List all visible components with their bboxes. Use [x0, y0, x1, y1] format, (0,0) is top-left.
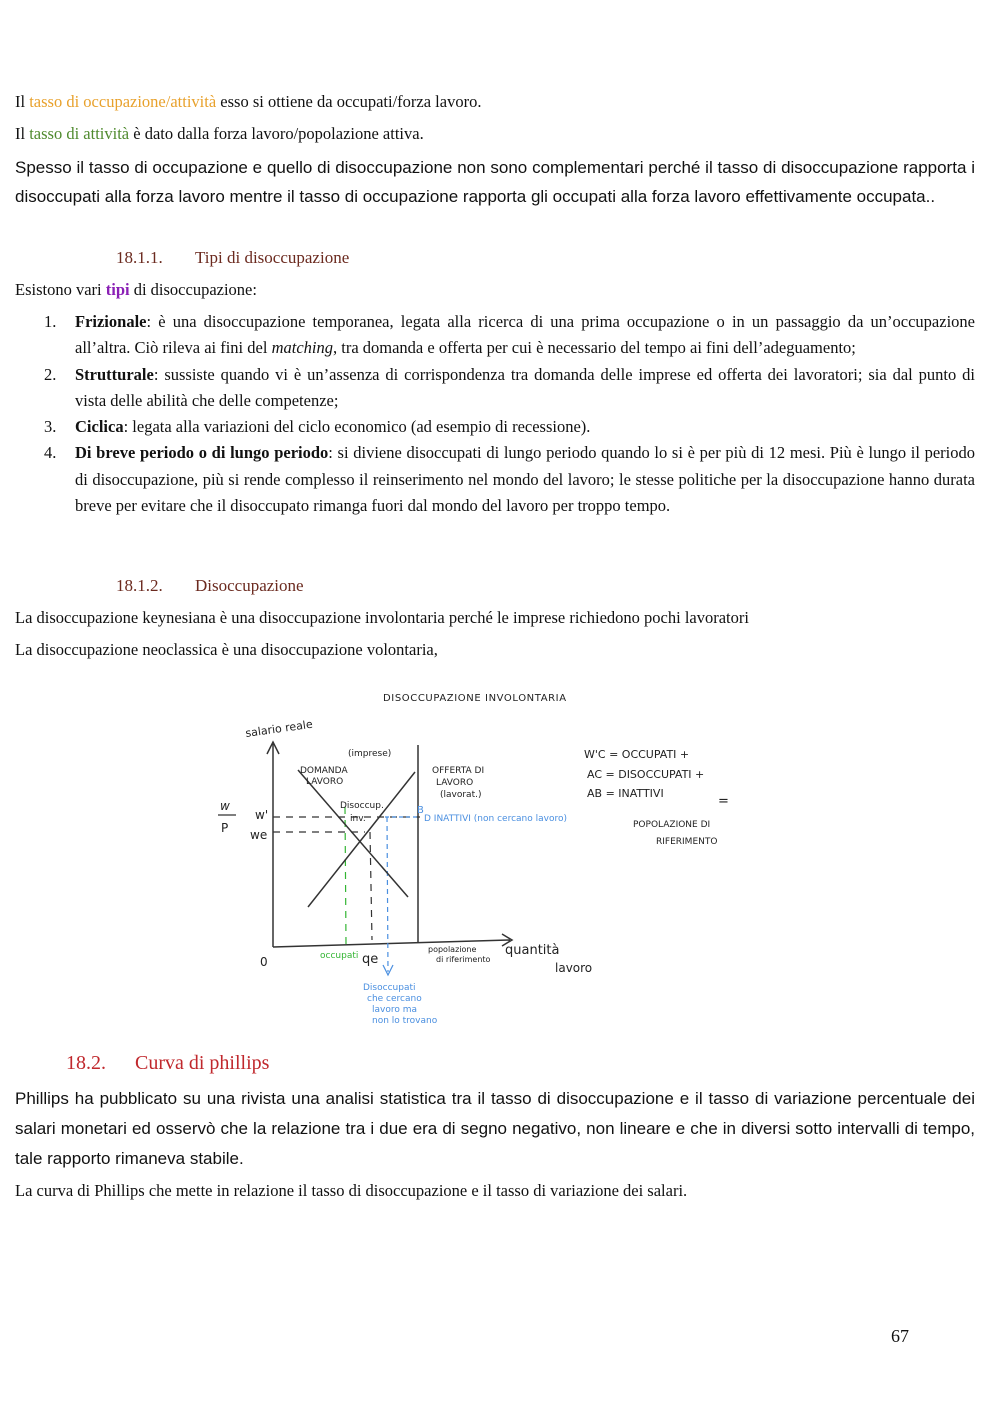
legend-line-5: RIFERIMENTO: [656, 837, 718, 847]
text: , tra domanda e offerta per cui è necessario del tempo ai fini dell’adeguamento;: [332, 338, 856, 358]
paragraph-esistono: [15, 280, 975, 300]
we-label: we: [250, 828, 268, 842]
unemployment-label-2: inv.: [350, 814, 366, 824]
paragraph-curva-phillips: La curva di Phillips che mette in relazione il tasso di disoccupazione e il tasso di variazione dei salari.: [15, 1181, 688, 1200]
section-heading-disoccupazione: [116, 576, 304, 596]
term: Ciclica: [75, 417, 124, 437]
inactive-label: D INATTIVI (non cercano lavoro): [424, 814, 567, 824]
section-heading-phillips: [66, 1052, 269, 1075]
term: Frizionale: [75, 312, 147, 331]
legend-line-3: AB = INATTIVI: [587, 787, 664, 800]
section-number: 18.1.1.: [116, 248, 163, 267]
section-title: Disoccupazione: [195, 576, 304, 595]
emphasis: matching: [271, 338, 333, 358]
origin-label: 0: [260, 955, 268, 969]
text: Il: [15, 124, 30, 143]
highlighted-term: tipi: [105, 280, 130, 299]
w1-label: w': [255, 808, 269, 822]
demand-label-1: (imprese): [348, 749, 392, 759]
list-number: 1.: [44, 312, 57, 331]
blue-note-1: Disoccupati: [363, 983, 416, 993]
text: esso si ottiene da occupati/forza lavoro.: [216, 92, 482, 111]
blue-note-4: non lo trovano: [372, 1016, 438, 1026]
section-title: Tipi di disoccupazione: [195, 248, 350, 267]
wage-fraction-den: P: [221, 821, 229, 835]
point-b-label: B: [417, 805, 424, 816]
supply-label-3: (lavorat.): [440, 790, 482, 800]
paragraph-keynesiana: La disoccupazione keynesiana è una disoccupazione involontaria perché le imprese richiedono pochi lavoratori: [15, 608, 749, 627]
text: è dato dalla forza lavoro/popolazione attiva.: [129, 124, 424, 143]
paragraph-attivita: [15, 124, 975, 144]
supply-label-1: OFFERTA DI: [432, 766, 485, 776]
unemployed-blue-line: [387, 817, 388, 972]
section-number: 18.2.: [66, 1052, 106, 1074]
legend-line-2: AC = DISOCCUPATI +: [587, 768, 705, 781]
blue-note-3: lavoro ma: [372, 1005, 417, 1015]
list-item: [15, 414, 975, 440]
labour-market-sketch: [210, 682, 760, 1032]
list-number: 3.: [44, 417, 57, 437]
term: Strutturale: [75, 364, 154, 384]
occupati-label: occupati: [320, 951, 359, 961]
text: di disoccupazione:: [129, 280, 257, 299]
paragraph-occupazione: [15, 92, 975, 112]
x-axis-label: quantità: [505, 943, 560, 958]
x-axis-label-2: lavoro: [555, 961, 593, 975]
text: : legata alla variazioni del ciclo economico (ad esempio di recessione).: [123, 417, 591, 437]
population-label-2: di riferimento: [436, 955, 491, 964]
page-number: 67: [891, 1326, 909, 1346]
term: Di breve periodo o di lungo periodo: [75, 443, 329, 463]
occupati-green-line: [345, 807, 346, 944]
list-number: 2.: [44, 364, 57, 384]
list-item: [15, 440, 975, 519]
text: : sussiste quando vi è un’assenza di corrispondenza tra domanda delle imprese ed offerta dei lavoratori; sia dal punto di vista delle abilità che delle competenze;: [75, 364, 975, 410]
text: : è una disoccupazione temporanea, legata alla ricerca di una prima occupazione o in un passaggio da un’occupazione all’altra. Ciò rileva ai fini del: [75, 312, 975, 358]
demand-label-2: DOMANDA: [300, 766, 348, 776]
supply-label-2: LAVORO: [436, 778, 474, 788]
legend-line-4: POPOLAZIONE DI: [633, 820, 711, 830]
demand-label-3: LAVORO: [306, 777, 344, 787]
wage-fraction-num: w: [220, 799, 230, 813]
list-number: 4.: [44, 443, 57, 463]
text: Esistono vari: [15, 280, 106, 299]
y-axis-label: salario reale: [244, 717, 314, 740]
text: Il: [15, 92, 30, 111]
population-label-1: popolazione: [428, 945, 477, 954]
qe-dashed-line: [370, 832, 372, 940]
section-title: Curva di phillips: [135, 1052, 270, 1074]
highlighted-term: tasso di attività: [29, 124, 130, 143]
paragraph-phillips: Phillips ha pubblicato su una rivista una analisi statistica tra il tasso di disoccupazione e il tasso di variazione percentuale dei salari monetari ed osservò che la relazione tra i due era di segno negativo, non lineare e che in diversi sotto intervalli di tempo, tale rapporto rimaneva stabile.: [15, 1089, 975, 1168]
qe-label: qe: [362, 952, 379, 967]
sketch-title: DISOCCUPAZIONE INVOLONTARIA: [383, 693, 567, 704]
legend-line-1: W'C = OCCUPATI +: [584, 748, 690, 761]
types-list: [15, 309, 975, 519]
text: : si diviene disoccupati di lungo periodo quando lo si è per più di 12 mesi. Più è lungo il periodo di disoccupazione, più si rende complesso il reinserimento nel mondo del lavoro; le stesse politiche per la disoccupazione hanno durata breve per evitare che il disoccupato rimanga fuori dal mondo del lavoro per troppo tempo.: [75, 443, 975, 516]
highlighted-term: tasso di occupazione/attività: [29, 92, 217, 111]
demand-curve: [298, 770, 408, 897]
blue-note-2: che cercano: [367, 994, 422, 1004]
paragraph-complementari: Spesso il tasso di occupazione e quello di disoccupazione non sono complementari perché il tasso di disoccupazione rapporta i disoccupati alla forza lavoro mentre il tasso di occupazione rapporta gli occupati alla forza lavoro effettivamente occupata..: [15, 158, 975, 206]
paragraph-neoclassica: La disoccupazione neoclassica è una disoccupazione volontaria,: [15, 640, 438, 659]
list-item: [15, 309, 975, 362]
section-number: 18.1.2.: [116, 576, 163, 595]
unemployment-label-1: Disoccup.: [340, 801, 384, 811]
section-heading-tipi: [116, 248, 349, 268]
legend-equals: =: [718, 794, 729, 809]
list-item: [15, 362, 975, 415]
